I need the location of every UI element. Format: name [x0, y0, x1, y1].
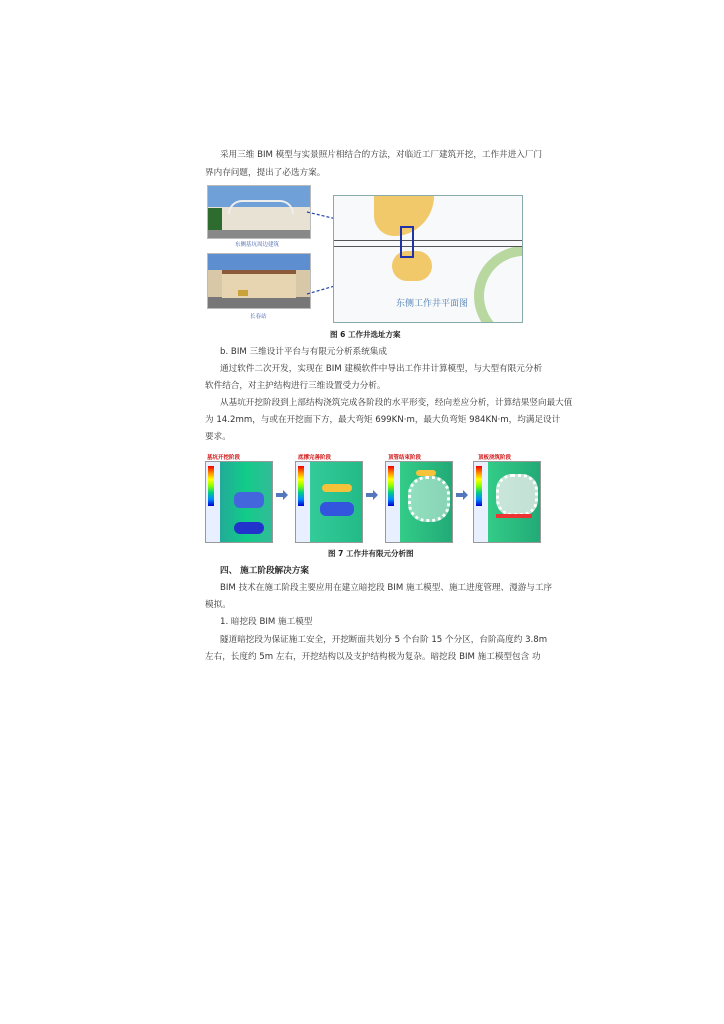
paragraph-line: 为 14.2mm，与或在开挖面下方，最大弯矩 699KN·m，最大负弯矩 984KN·m，均满足设计	[205, 415, 561, 425]
paragraph-line: 从基坑开挖阶段到上部结构浇筑完成各阶段的水平形变，经向差应分析，计算结果竖向最大值	[220, 398, 573, 408]
plan-title: 东侧工作井平面图	[396, 299, 469, 309]
panel-title: 顶管结束阶段	[388, 455, 422, 461]
paragraph-line: 左右，长度约 5m 左右，开挖结构以及支护结构极为复杂。暗挖段 BIM 施工模型包含 功	[205, 652, 541, 662]
arrow-right-icon	[366, 490, 378, 500]
paragraph-line: 模拟。	[205, 600, 231, 610]
site-plan-drawing	[333, 195, 523, 323]
paragraph-line: 隧道暗挖段为保证施工安全，开挖断面共划分 5 个台阶 15 个分区，台阶高度约 3.8m	[220, 635, 548, 645]
fea-panel-2	[295, 461, 363, 543]
paragraph-line: 要求。	[205, 432, 231, 442]
fea-panel-4	[473, 461, 541, 543]
figure-caption: 图 7 工作井有限元分析图	[328, 549, 414, 558]
fea-panel-3	[385, 461, 453, 543]
figure-caption: 图 6 工作井选址方案	[330, 330, 401, 339]
section-heading: b. BIM 三维设计平台与有限元分析系统集成	[220, 347, 387, 357]
photo-label: 东侧基坑周边建筑	[235, 242, 280, 248]
panel-title: 基坑开挖阶段	[207, 455, 241, 461]
section-heading: 1. 暗挖段 BIM 施工模型	[220, 617, 313, 627]
paragraph-line: 采用三维 BIM 模型与实景照片相结合的方法，对临近工厂建筑开挖，工作井进入厂门	[220, 150, 543, 160]
arrow-right-icon	[276, 490, 288, 500]
paragraph-line: 软件结合，对主护结构进行三维设置受力分析。	[205, 381, 386, 391]
fea-panel-1	[205, 461, 273, 543]
paragraph-line: 界内存问题，提出了必选方案。	[205, 168, 326, 178]
building-photo-2	[207, 253, 311, 309]
paragraph-line: 通过软件二次开发，实现在 BIM 建模软件中导出工作井计算模型，与大型有限元分析	[220, 364, 543, 374]
arrow-right-icon	[456, 490, 468, 500]
panel-title: 顶板浇筑阶段	[478, 455, 512, 461]
paragraph-line: BIM 技术在施工阶段主要应用在建立暗挖段 BIM 施工模型、施工进度管理、漫游与工序	[220, 583, 553, 593]
section-heading: 四、 施工阶段解决方案	[220, 566, 309, 576]
panel-title: 底撑完善阶段	[298, 455, 332, 461]
building-photo-1	[207, 185, 311, 239]
photo-label: 长春站	[250, 314, 267, 320]
